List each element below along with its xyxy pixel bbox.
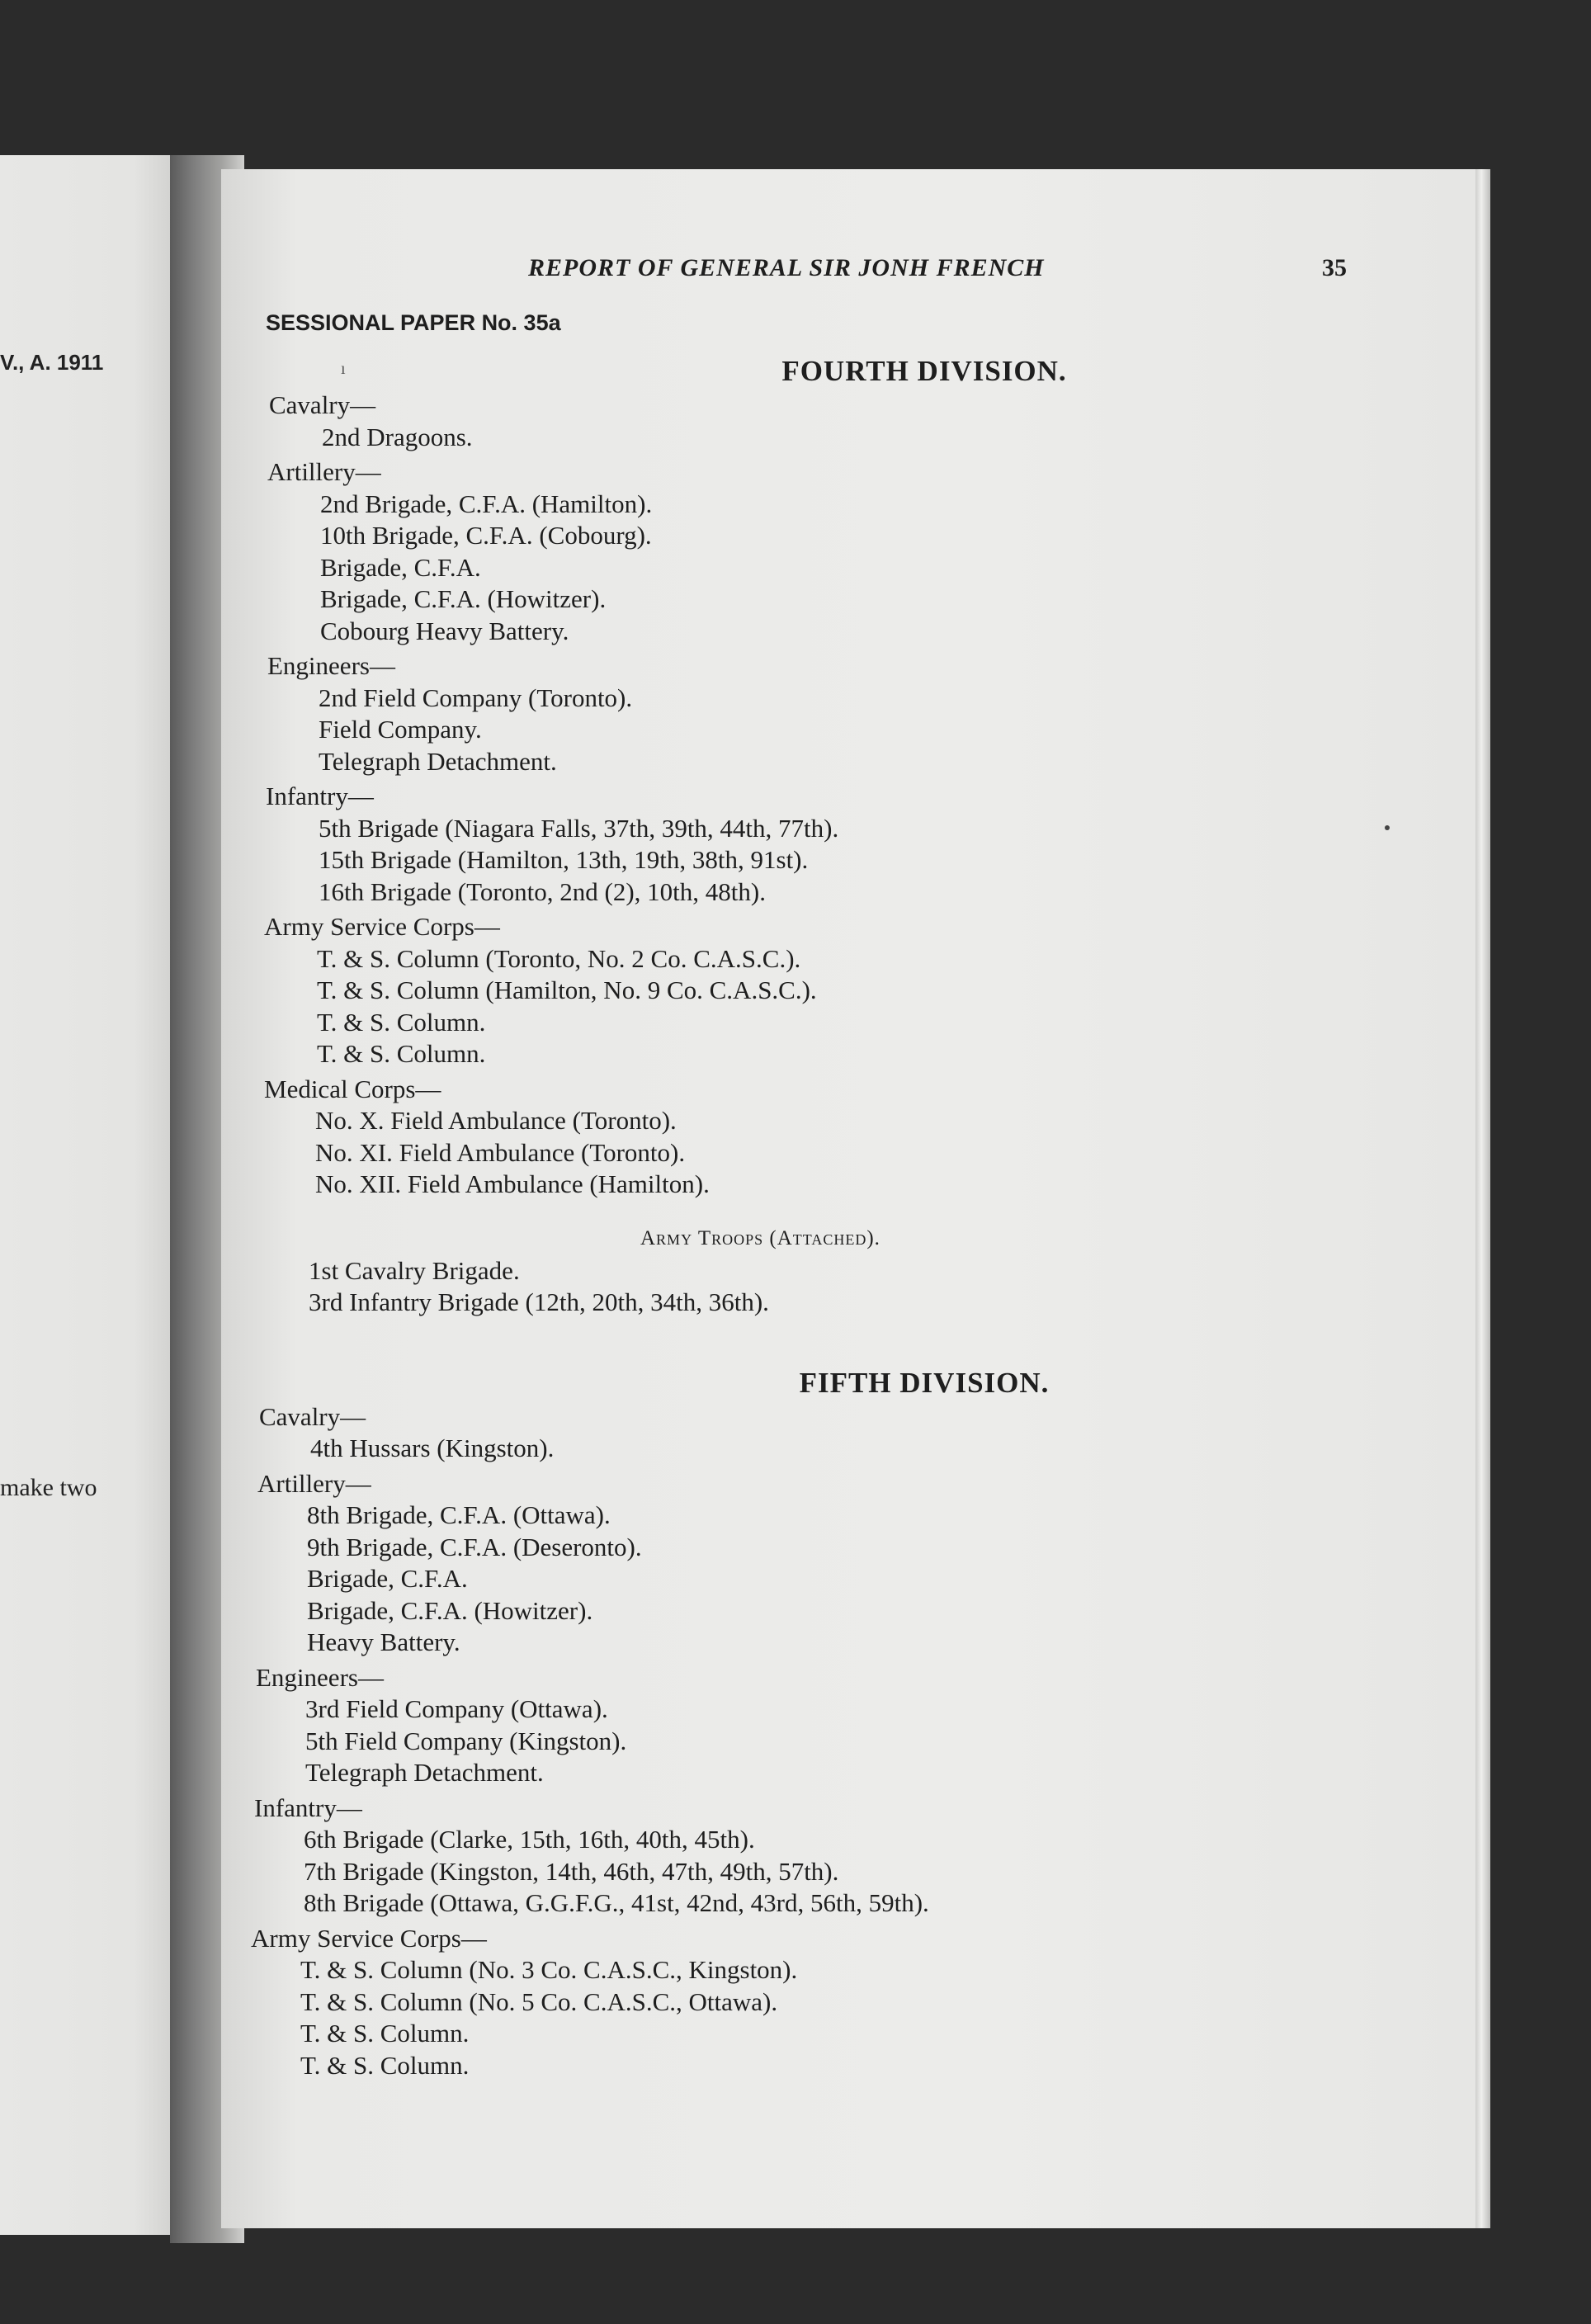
section <box>248 911 1419 1070</box>
section-line: Brigade, C.F.A. <box>320 552 481 582</box>
section-line: T. & S. Column. <box>300 2019 470 2048</box>
section-line: No. XI. Field Ambulance (Toronto). <box>315 1137 686 1167</box>
section-heading: Army Service Corps— <box>251 1923 487 1953</box>
section-line: 4th Hussars (Kingston). <box>310 1434 555 1462</box>
section <box>248 1401 1419 1465</box>
section-line: Heavy Battery. <box>307 1627 460 1656</box>
section-line: Field Company. <box>319 715 482 744</box>
section-line: Brigade, C.F.A. (Howitzer). <box>320 584 607 613</box>
attached-title: Army Troops (Attached). <box>640 1226 880 1249</box>
section-line: 5th Field Company (Kingston). <box>305 1726 627 1755</box>
section-line: 10th Brigade, C.F.A. (Cobourg). <box>320 521 652 550</box>
section <box>248 1923 1419 2082</box>
section-heading: Cavalry— <box>269 390 376 419</box>
section <box>248 456 1419 647</box>
section-line: T. & S. Column (Hamilton, No. 9 Co. C.A.S.C.). <box>317 975 817 1004</box>
section-line: 2nd Brigade, C.F.A. (Hamilton). <box>320 489 653 518</box>
section-line: Telegraph Detachment. <box>305 1758 544 1787</box>
section-heading: Engineers— <box>256 1662 384 1692</box>
section-line: No. XII. Field Ambulance (Hamilton). <box>315 1169 710 1198</box>
section-heading: Engineers— <box>267 651 395 680</box>
division-title-fifth: FIFTH DIVISION. <box>799 1366 1050 1399</box>
left-page <box>0 155 191 2235</box>
section <box>248 1074 1419 1201</box>
section-line: 16th Brigade (Toronto, 2nd (2), 10th, 48th). <box>319 876 766 906</box>
section-line: T. & S. Column (No. 5 Co. C.A.S.C., Ottawa). <box>300 1986 778 2016</box>
section-line: T. & S. Column. <box>317 1039 486 1068</box>
section-heading: Medical Corps— <box>264 1074 441 1103</box>
section-line: 8th Brigade, C.F.A. (Ottawa). <box>307 1500 611 1529</box>
section-line: No. X. Field Ambulance (Toronto). <box>315 1106 677 1135</box>
section-line: 9th Brigade, C.F.A. (Deseronto). <box>307 1532 642 1561</box>
section-line: 3rd Field Company (Ottawa). <box>305 1694 608 1723</box>
section-heading: Army Service Corps— <box>264 912 500 941</box>
section-line: 5th Brigade (Niagara Falls, 37th, 39th, 44th, 77th). <box>319 813 839 843</box>
section-line: T. & S. Column (No. 3 Co. C.A.S.C., Kingston). <box>300 1955 798 1984</box>
section-heading: Cavalry— <box>259 1401 366 1431</box>
section-line: Telegraph Detachment. <box>319 746 557 776</box>
section-heading: Infantry— <box>266 782 374 810</box>
section-line: T. & S. Column. <box>317 1007 486 1037</box>
section <box>248 1662 1419 1789</box>
section-line: T. & S. Column (Toronto, No. 2 Co. C.A.S.C.). <box>317 943 801 973</box>
section-line: 8th Brigade (Ottawa, G.G.F.G., 41st, 42nd, 43rd, 56th, 59th). <box>304 1888 929 1917</box>
section <box>248 390 1419 453</box>
section <box>248 1468 1419 1659</box>
section-heading: Artillery— <box>267 457 381 486</box>
army-troops-attached <box>248 1222 1419 1319</box>
page-number: 35 <box>1322 254 1347 281</box>
page-body <box>248 353 1419 2085</box>
section <box>248 650 1419 777</box>
section-line: 15th Brigade (Hamilton, 13th, 19th, 38th, 91st). <box>319 845 809 874</box>
running-head: REPORT OF GENERAL SIR JONH FRENCH <box>528 254 1045 281</box>
fourth-division-sections <box>248 390 1419 1201</box>
section-line: Brigade, C.F.A. <box>307 1564 468 1593</box>
margin-mark: ı <box>341 360 346 378</box>
section <box>248 781 1419 908</box>
attached-line: 1st Cavalry Brigade. <box>309 1255 520 1285</box>
section-heading: Infantry— <box>254 1793 362 1822</box>
division-title-fourth: FOURTH DIVISION. <box>781 355 1067 387</box>
left-page-header-fragment: V., A. 1911 <box>0 350 104 375</box>
section-heading: Artillery— <box>257 1468 371 1498</box>
sessional-paper-label: SESSIONAL PAPER No. 35a <box>266 310 561 335</box>
page-edge <box>1475 169 1490 2228</box>
section-line: 2nd Dragoons. <box>322 422 473 451</box>
section-line: Cobourg Heavy Battery. <box>320 616 569 645</box>
division-gap <box>248 1319 1419 1365</box>
section <box>248 1793 1419 1920</box>
section-line: T. & S. Column. <box>300 2050 470 2080</box>
fifth-division-sections <box>248 1401 1419 2082</box>
left-page-text-fragment: make two <box>0 1474 97 1501</box>
section-line: 6th Brigade (Clarke, 15th, 16th, 40th, 45th). <box>304 1825 755 1854</box>
section-line: 2nd Field Company (Toronto). <box>319 683 633 712</box>
attached-line: 3rd Infantry Brigade (12th, 20th, 34th, 36th). <box>309 1287 769 1316</box>
section-line: 7th Brigade (Kingston, 14th, 46th, 47th, 49th, 57th). <box>304 1856 839 1886</box>
section-line: Brigade, C.F.A. (Howitzer). <box>307 1595 593 1625</box>
